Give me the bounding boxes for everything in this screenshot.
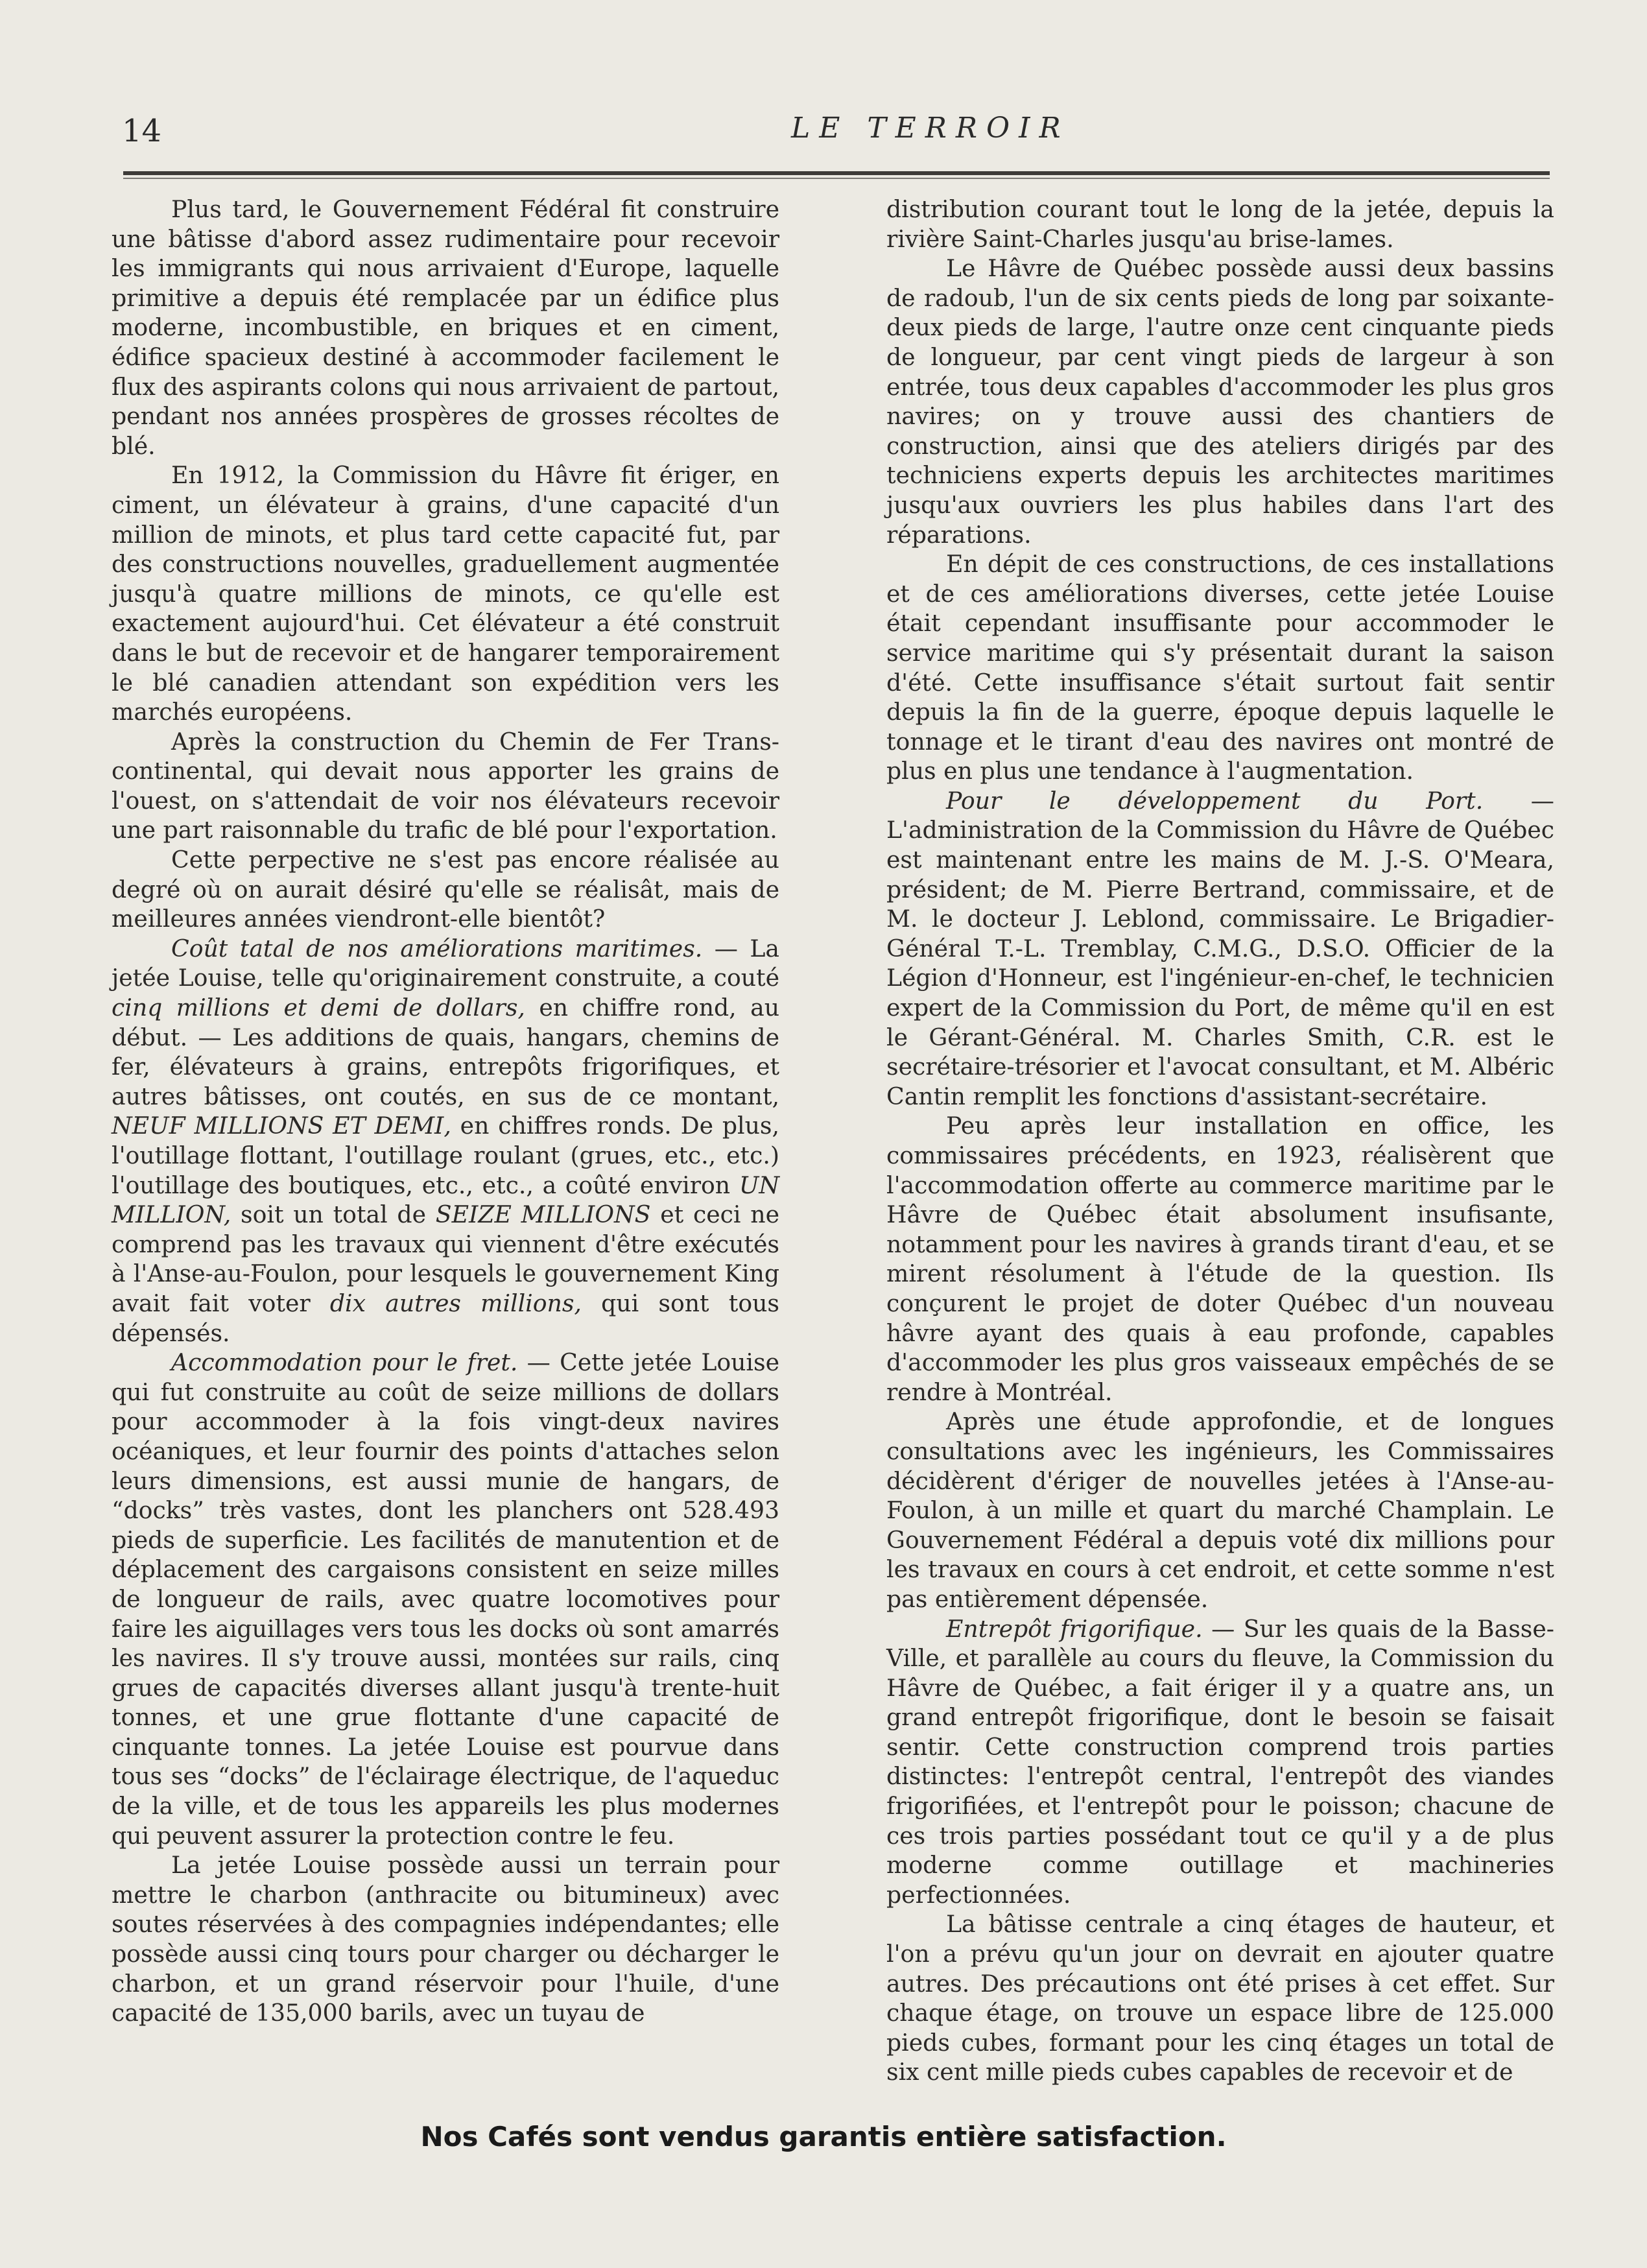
paragraph-text: qui sont tous dépensés. bbox=[112, 1289, 780, 1347]
header-rule-thin bbox=[123, 178, 1550, 179]
paragraph: Après la construction du Chemin de Fer Trans-continental, qui devait nous apporter les grains de l'ouest, on s'attendait de voir nos élévateurs recevoir une part raisonnable du trafic de blé pour l'exportation. bbox=[112, 727, 779, 844]
left-column bbox=[112, 195, 779, 2028]
right-column bbox=[886, 195, 1554, 2087]
paragraph-text: — Sur les quais de la Basse-Ville, et parallèle au cours du fleuve, la Commission du Hâvre de Québec, a fait ériger il y a quatre ans, un grand entrepôt frigorifique, dont le besoin se faisait sentir. Cette construction comprend trois parties distinctes: l'entrepôt central, l'entrepôt des viandes frigorifiées, et l'entrepôt pour le poisson; chacune de ces trois parties possédant tout ce qu'il y a de plus moderne comme outillage et machineries perfectionnées. bbox=[886, 1614, 1554, 1909]
emphasis: SEIZE MILLIONS bbox=[435, 1200, 651, 1229]
emphasis: dix autres millions, bbox=[329, 1289, 582, 1317]
paragraph-text: — La jetée Louise, telle qu'originairement construite, a couté bbox=[112, 934, 779, 992]
section-heading: Pour le développement du Port. bbox=[946, 786, 1484, 815]
paragraph-text: en chiffres ronds. De plus, l'outillage flottant, l'outillage roulant (grues, etc., etc.) l'outillage des boutiques, etc., etc., a coûté environ bbox=[112, 1112, 779, 1199]
section-heading: Coût tatal de nos améliorations maritimes. bbox=[171, 934, 703, 962]
header-rule bbox=[123, 171, 1550, 175]
paragraph: Le Hâvre de Québec possède aussi deux bassins de radoub, l'un de six cents pieds de long par soixante-deux pieds de large, l'autre onze cent cinquante pieds de longueur, par cent vingt pieds de largeur à son entrée, tous deux capables d'accommoder les plus gros navires; on y trouve aussi des chantiers de construction, ainsi que des ateliers dirigés par des techniciens experts depuis les architectes maritimes jusqu'aux ouvriers les plus habiles dans l'art des réparations. bbox=[886, 254, 1554, 549]
paragraph: Plus tard, le Gouvernement Fédéral fit construire une bâtisse d'abord assez rudimentaire pour recevoir les immigrants qui nous arrivaient d'Europe, laquelle primitive a depuis été remplacée par un édifice plus moderne, incombustible, en briques et en ciment, édifice spacieux destiné à accommoder facilement le flux des aspirants colons qui nous arrivaient de partout, pendant nos années prospères de grosses récoltes de blé. bbox=[112, 195, 779, 460]
paragraph bbox=[112, 934, 779, 1348]
paragraph: Peu après leur installation en office, les commissaires précédents, en 1923, réalisèrent que l'accommodation offerte au commerce maritime par le Hâvre de Québec était absolument insufisante, notamment pour les navires à grands tirant d'eau, et se mirent résolument à l'étude de la question. Ils conçurent le projet de doter Québec d'un nouveau hâvre ayant des quais à eau profonde, capables d'accommoder les plus gros vaisseaux empêchés de se rendre à Montréal. bbox=[886, 1112, 1554, 1406]
emphasis: UN MILLION, bbox=[112, 1171, 779, 1229]
paragraph-text: — Cette jetée Louise qui fut construite au coût de seize millions de dollars pour accommoder à la fois vingt-deux navires océaniques, et leur fournir des points d'attaches selon leurs dimensions, est aussi munie de hangars, de “docks” très vastes, dont les planchers ont 528.493 pieds de superficie. Les facilités de manutention et de déplacement des cargaisons consistent en seize milles de longueur de rails, avec quatre locomotives pour faire les aiguillages vers tous les docks où sont amarrés les navires. Il s'y trouve aussi, montées sur rails, cinq grues de capacités diverses allant jusqu'à trente-huit tonnes, et une grue flottante d'une capacité de cinquante tonnes. La jetée Louise est pourvue dans tous ses “docks” de l'éclairage électrique, de l'aqueduc de la ville, et de tous les appareils les plus modernes qui peuvent assurer la protection contre le feu. bbox=[112, 1348, 779, 1850]
emphasis: NEUF MILLIONS ET DEMI, bbox=[112, 1112, 451, 1140]
paragraph-text: — L'administration de la Commission du Hâvre de Québec est maintenant entre les mains de M. J.-S. O'Meara, président; de M. Pierre Bertrand, commissaire, et de M. le docteur J. Leblond, commissaire. Le Brigadier-Général T.-L. Tremblay, C.M.G., D.S.O. Officier de la Légion d'Honneur, est l'ingénieur-en-chef, le technicien expert de la Commission du Port, de même qu'il en est le Gérant-Général. M. Charles Smith, C.R. est le secrétaire-trésorier et l'avocat consultant, et M. Albéric Cantin remplit les fonctions d'assistant-secrétaire. bbox=[886, 786, 1554, 1110]
paragraph-text: en chiffre rond, au début. — Les additions de quais, hangars, chemins de fer, élévateurs à grains, entrepôts frigorifiques, et autres bâtisses, ont coutés, en sus de ce montant, bbox=[112, 994, 780, 1110]
paragraph bbox=[886, 1614, 1554, 1910]
paragraph: La jetée Louise possède aussi un terrain pour mettre le charbon (anthracite ou bitumineux) avec soutes réservées à des compagnies indépendantes; elle possède aussi cinq tours pour charger ou décharger le charbon, et un grand réservoir pour l'huile, d'une capacité de 135,000 barils, avec un tuyau de bbox=[112, 1851, 779, 2027]
paragraph-text: et ceci ne comprend pas les travaux qui viennent d'être exécutés à l'Anse-au-Foulon, pour lesquels le gouvernement King avait fait voter bbox=[112, 1200, 779, 1317]
page-number: 14 bbox=[122, 113, 162, 149]
paragraph bbox=[886, 786, 1554, 1112]
paragraph: En 1912, la Commission du Hâvre fit ériger, en ciment, un élévateur à grains, d'une capacité d'un million de minots, et plus tard cette capacité fut, par des constructions nouvelles, graduellement augmentée jusqu'à quatre millions de minots, ce qu'elle est exactement aujourd'hui. Cet élévateur a été construit dans le but de recevoir et de hangarer temporairement le blé canadien attendant son expédition vers les marchés européens. bbox=[112, 461, 779, 726]
emphasis: cinq millions et demi de dollars, bbox=[112, 994, 525, 1022]
paragraph bbox=[112, 1348, 779, 1850]
section-heading: Entrepôt frigorifique. bbox=[946, 1614, 1203, 1643]
paragraph-text: soit un total de bbox=[231, 1200, 436, 1229]
paragraph: La bâtisse centrale a cinq étages de hauteur, et l'on a prévu qu'un jour on devrait en ajouter quatre autres. Des précautions ont été prises à cet effet. Sur chaque étage, on trouve un espace libre de 125.000 pieds cubes, formant pour les cinq étages un total de six cent mille pieds cubes capables de recevoir et de bbox=[886, 1910, 1554, 2086]
journal-title: LE TERROIR bbox=[791, 112, 1070, 145]
paragraph: Cette perpective ne s'est pas encore réalisée au degré où on aurait désiré qu'elle se réalisât, mais de meilleures années viendront-elle bientôt? bbox=[112, 846, 779, 933]
paragraph: En dépit de ces constructions, de ces installations et de ces améliorations diverses, cette jetée Louise était cependant insuffisante pour accommoder le service maritime qui s'y présentait durant la saison d'été. Cette insuffisance s'était surtout fait sentir depuis la fin de la guerre, époque depuis laquelle le tonnage et le tirant d'eau des navires ont montré de plus en plus une tendance à l'augmentation. bbox=[886, 550, 1554, 785]
section-heading: Accommodation pour le fret. bbox=[171, 1348, 518, 1377]
paragraph: distribution courant tout le long de la jetée, depuis la rivière Saint-Charles jusqu'au brise-lames. bbox=[886, 195, 1554, 253]
paragraph: Après une étude approfondie, et de longues consultations avec les ingénieurs, les Commissaires décidèrent d'ériger de nouvelles jetées à l'Anse-au-Foulon, à un mille et quart du marché Champlain. Le Gouvernement Fédéral a depuis voté dix millions pour les travaux en cours à cet endroit, et cette somme n'est pas entièrement dépensée. bbox=[886, 1407, 1554, 1613]
footer-slogan: Nos Cafés sont vendus garantis entière satisfaction. bbox=[420, 2121, 1227, 2153]
page-header bbox=[117, 110, 1550, 149]
